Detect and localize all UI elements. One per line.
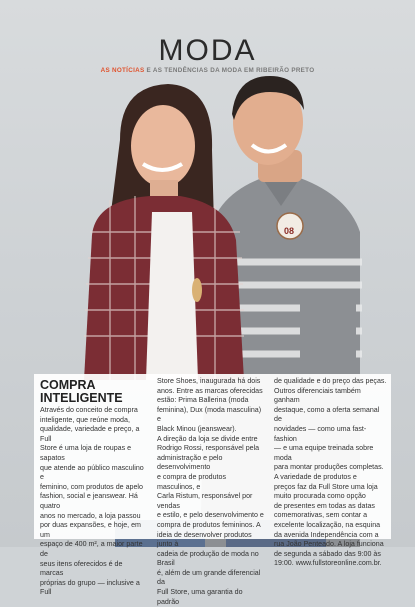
article-column-2: Store Shoes, inaugurada há dois anos. Entre as marcas oferecidas estão: Prima Ballerina (moda feminina), Dux (moda masculina) e Black Minou (jeanswear). A direção da loja se divide entre Rodrigo Rossi, responsável pela administração e pelo desenvolvimento e compra de produtos masculinos, e Carla Ristum, responsável por vendas e estilo, e pelo desenvolvimento e compra de produtos femininos. A ideia de desenvolver produtos junto à cadeia de produção de moda no Brasil é, além de um grande diferencial da Full Store, uma garantia do padrão: [157, 377, 264, 606]
subtitle-accent: AS NOTÍCIAS: [100, 67, 145, 74]
page-title: MODA: [158, 34, 257, 67]
subtitle-rest: E AS TENDÊNCIAS DA MODA EM RIBEIRÃO PRETO: [144, 67, 315, 74]
page-subtitle: [0, 67, 415, 74]
article-column-3: de qualidade e do preço das peças. Outros diferenciais também ganham destaque, como a oferta semanal de novidades — como uma fast-fashion — e uma equipe treinada sobre moda para montar produções completas. A variedade de produtos e preços faz da Full Store uma loja muito procurada como opção de presentes em todas as datas comemorativas, sem contar a excelente localização, na esquina da avenida Independência com a rua João Penteado. A loja funciona de segunda a sábado das 9:00 às 19:00. www.fullstoreonline.com.br.: [274, 377, 387, 568]
article-heading: COMPRA INTELIGENTE: [40, 378, 123, 405]
article-column-1: Através do conceito de compra inteligente, que reúne moda, qualidade, variedade e preço, a Full Store é uma loja de roupas e sapatos que atende ao público masculino e feminino, com produtos de apelo fashion, social e jeanswear. Há quatro anos no mercado, a loja passou por duas expansões, e hoje, em um espaço de 400 m², a maior parte de seus itens oferecidos é de marcas próprias do grupo — inclusive a Full: [40, 406, 144, 597]
article-panel: [34, 374, 391, 606]
shirt-patch-number: 08: [284, 226, 295, 236]
